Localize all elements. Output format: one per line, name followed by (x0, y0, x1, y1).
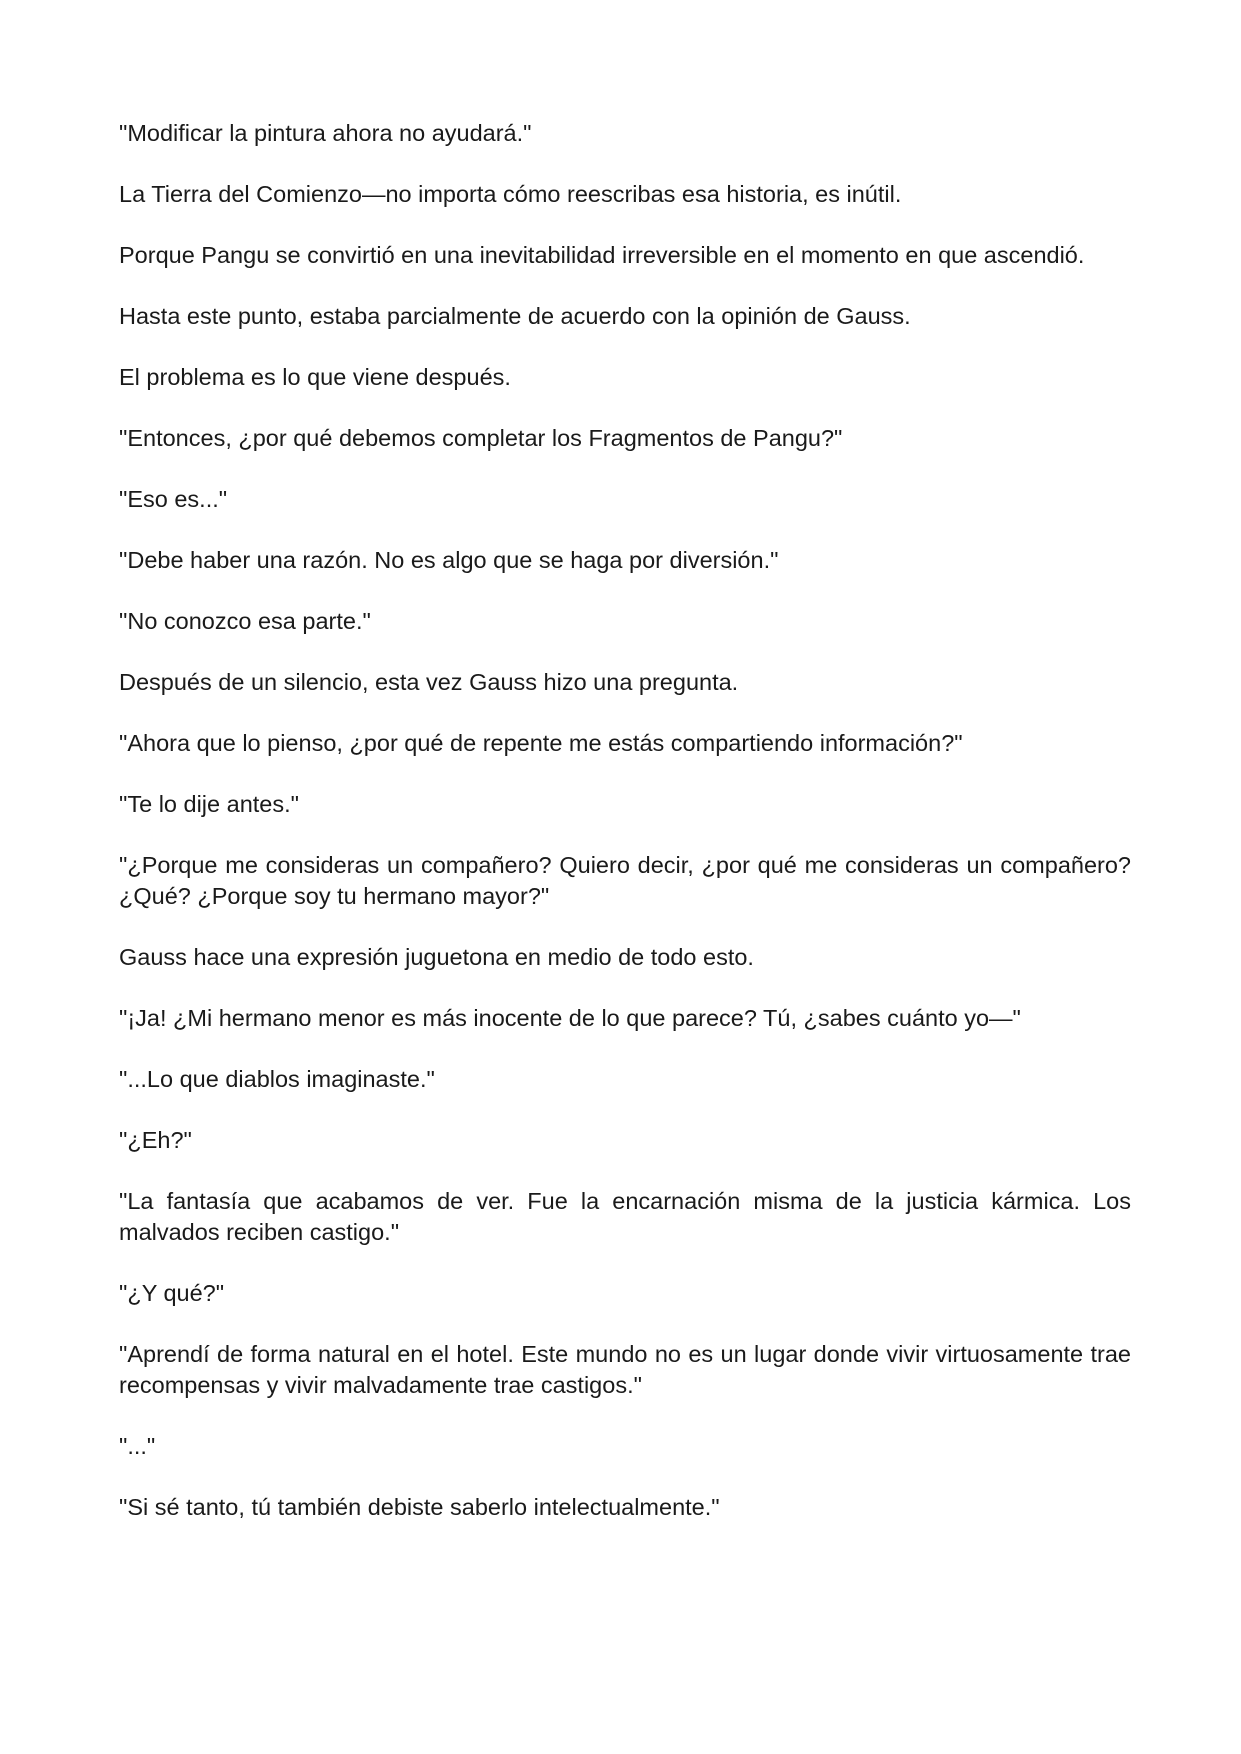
paragraph: Después de un silencio, esta vez Gauss hizo una pregunta. (119, 669, 739, 695)
paragraph: "Ahora que lo pienso, ¿por qué de repente me estás compartiendo información?" (119, 730, 963, 756)
paragraph: "Te lo dije antes." (119, 791, 299, 817)
paragraph: "Aprendí de forma natural en el hotel. Este mundo no es un lugar donde vivir virtuosamente trae recompensas y vivir malvadamente trae castigos." (119, 1341, 1131, 1398)
paragraph: Hasta este punto, estaba parcialmente de acuerdo con la opinión de Gauss. (119, 303, 911, 329)
paragraph: "Eso es..." (119, 486, 228, 512)
paragraph: El problema es lo que viene después. (119, 364, 511, 390)
paragraph: "La fantasía que acabamos de ver. Fue la encarnación misma de la justicia kármica. Los malvados reciben castigo." (119, 1188, 1131, 1245)
paragraph: "No conozco esa parte." (119, 608, 371, 634)
paragraph: "¡Ja! ¿Mi hermano menor es más inocente de lo que parece? Tú, ¿sabes cuánto yo—" (119, 1005, 1021, 1031)
paragraph: "¿Eh?" (119, 1127, 192, 1153)
paragraph: La Tierra del Comienzo—no importa cómo reescribas esa historia, es inútil. (119, 181, 902, 207)
paragraph: "¿Porque me consideras un compañero? Quiero decir, ¿por qué me consideras un compañero? ¿Qué? ¿Porque soy tu hermano mayor?" (119, 852, 1131, 909)
paragraph: "...Lo que diablos imaginaste." (119, 1066, 435, 1092)
paragraph: "..." (119, 1433, 156, 1459)
paragraph: Porque Pangu se convirtió en una inevitabilidad irreversible en el momento en que ascendió. (119, 242, 1085, 268)
paragraph: "Modificar la pintura ahora no ayudará." (119, 120, 532, 146)
document-body (119, 118, 1131, 1553)
paragraph: "Debe haber una razón. No es algo que se haga por diversión." (119, 547, 779, 573)
paragraph: Gauss hace una expresión juguetona en medio de todo esto. (119, 944, 754, 970)
paragraph: "Entonces, ¿por qué debemos completar los Fragmentos de Pangu?" (119, 425, 843, 451)
paragraph: "¿Y qué?" (119, 1280, 225, 1306)
paragraph: "Si sé tanto, tú también debiste saberlo intelectualmente." (119, 1494, 720, 1520)
